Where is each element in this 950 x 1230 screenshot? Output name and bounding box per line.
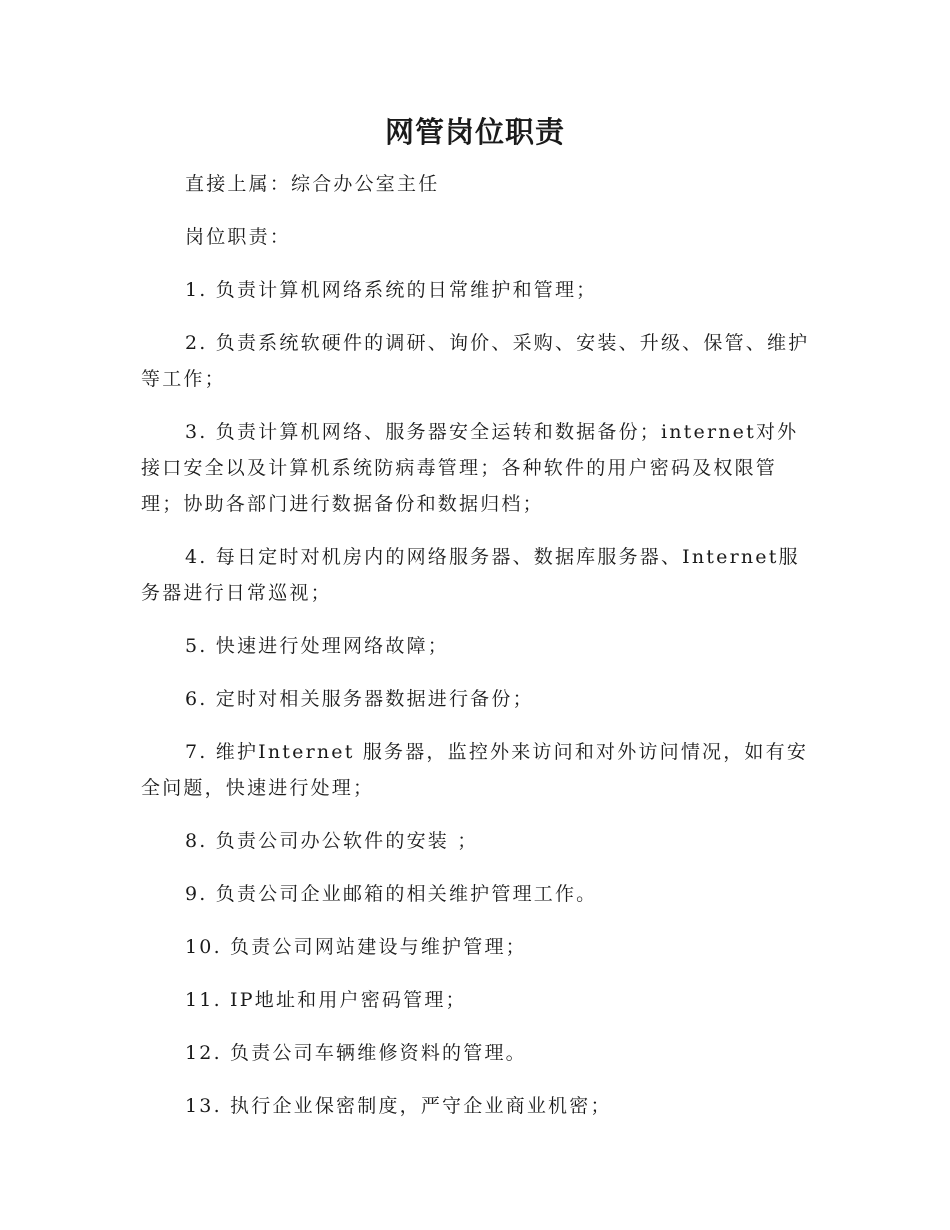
duty-item-10: 10. 负责公司网站建设与维护管理； bbox=[185, 936, 527, 958]
duty-item-13: 13. 执行企业保密制度，严守企业商业机密； bbox=[185, 1095, 612, 1117]
duty-item-5: 5. 快速进行处理网络故障； bbox=[185, 635, 449, 657]
supervisor-line: 直接上属：综合办公室主任 bbox=[185, 173, 440, 195]
duty-item-12: 12. 负责公司车辆维修资料的管理。 bbox=[185, 1042, 527, 1064]
duty-item-6: 6. 定时对相关服务器数据进行备份； bbox=[185, 688, 534, 710]
document-body bbox=[141, 166, 813, 1141]
duties-heading: 岗位职责： bbox=[185, 226, 292, 248]
duty-item-8: 8. 负责公司办公软件的安装 ； bbox=[185, 830, 479, 852]
document-title: 网管岗位职责 bbox=[384, 115, 565, 149]
duty-item-2: 2. 负责系统软硬件的调研、询价、采购、安装、升级、保管、维护等工作； bbox=[141, 332, 810, 390]
duty-item-4: 4. 每日定时对机房内的网络服务器、数据库服务器、Internet服务器进行日常巡视； bbox=[141, 546, 800, 604]
duty-item-7: 7. 维护Internet 服务器，监控外来访问和对外访问情况，如有安全问题，快速进行处理； bbox=[141, 741, 809, 799]
duty-item-9: 9. 负责公司企业邮箱的相关维护管理工作。 bbox=[185, 883, 598, 905]
duty-item-11: 11. IP地址和用户密码管理； bbox=[185, 989, 467, 1011]
duty-item-3: 3. 负责计算机网络、服务器安全运转和数据备份；internet对外接口安全以及计算机系统防病毒管理；各种软件的用户密码及权限管理；协助各部门进行数据备份和数据归档； bbox=[141, 421, 799, 515]
duty-item-1: 1. 负责计算机网络系统的日常维护和管理； bbox=[185, 279, 598, 301]
